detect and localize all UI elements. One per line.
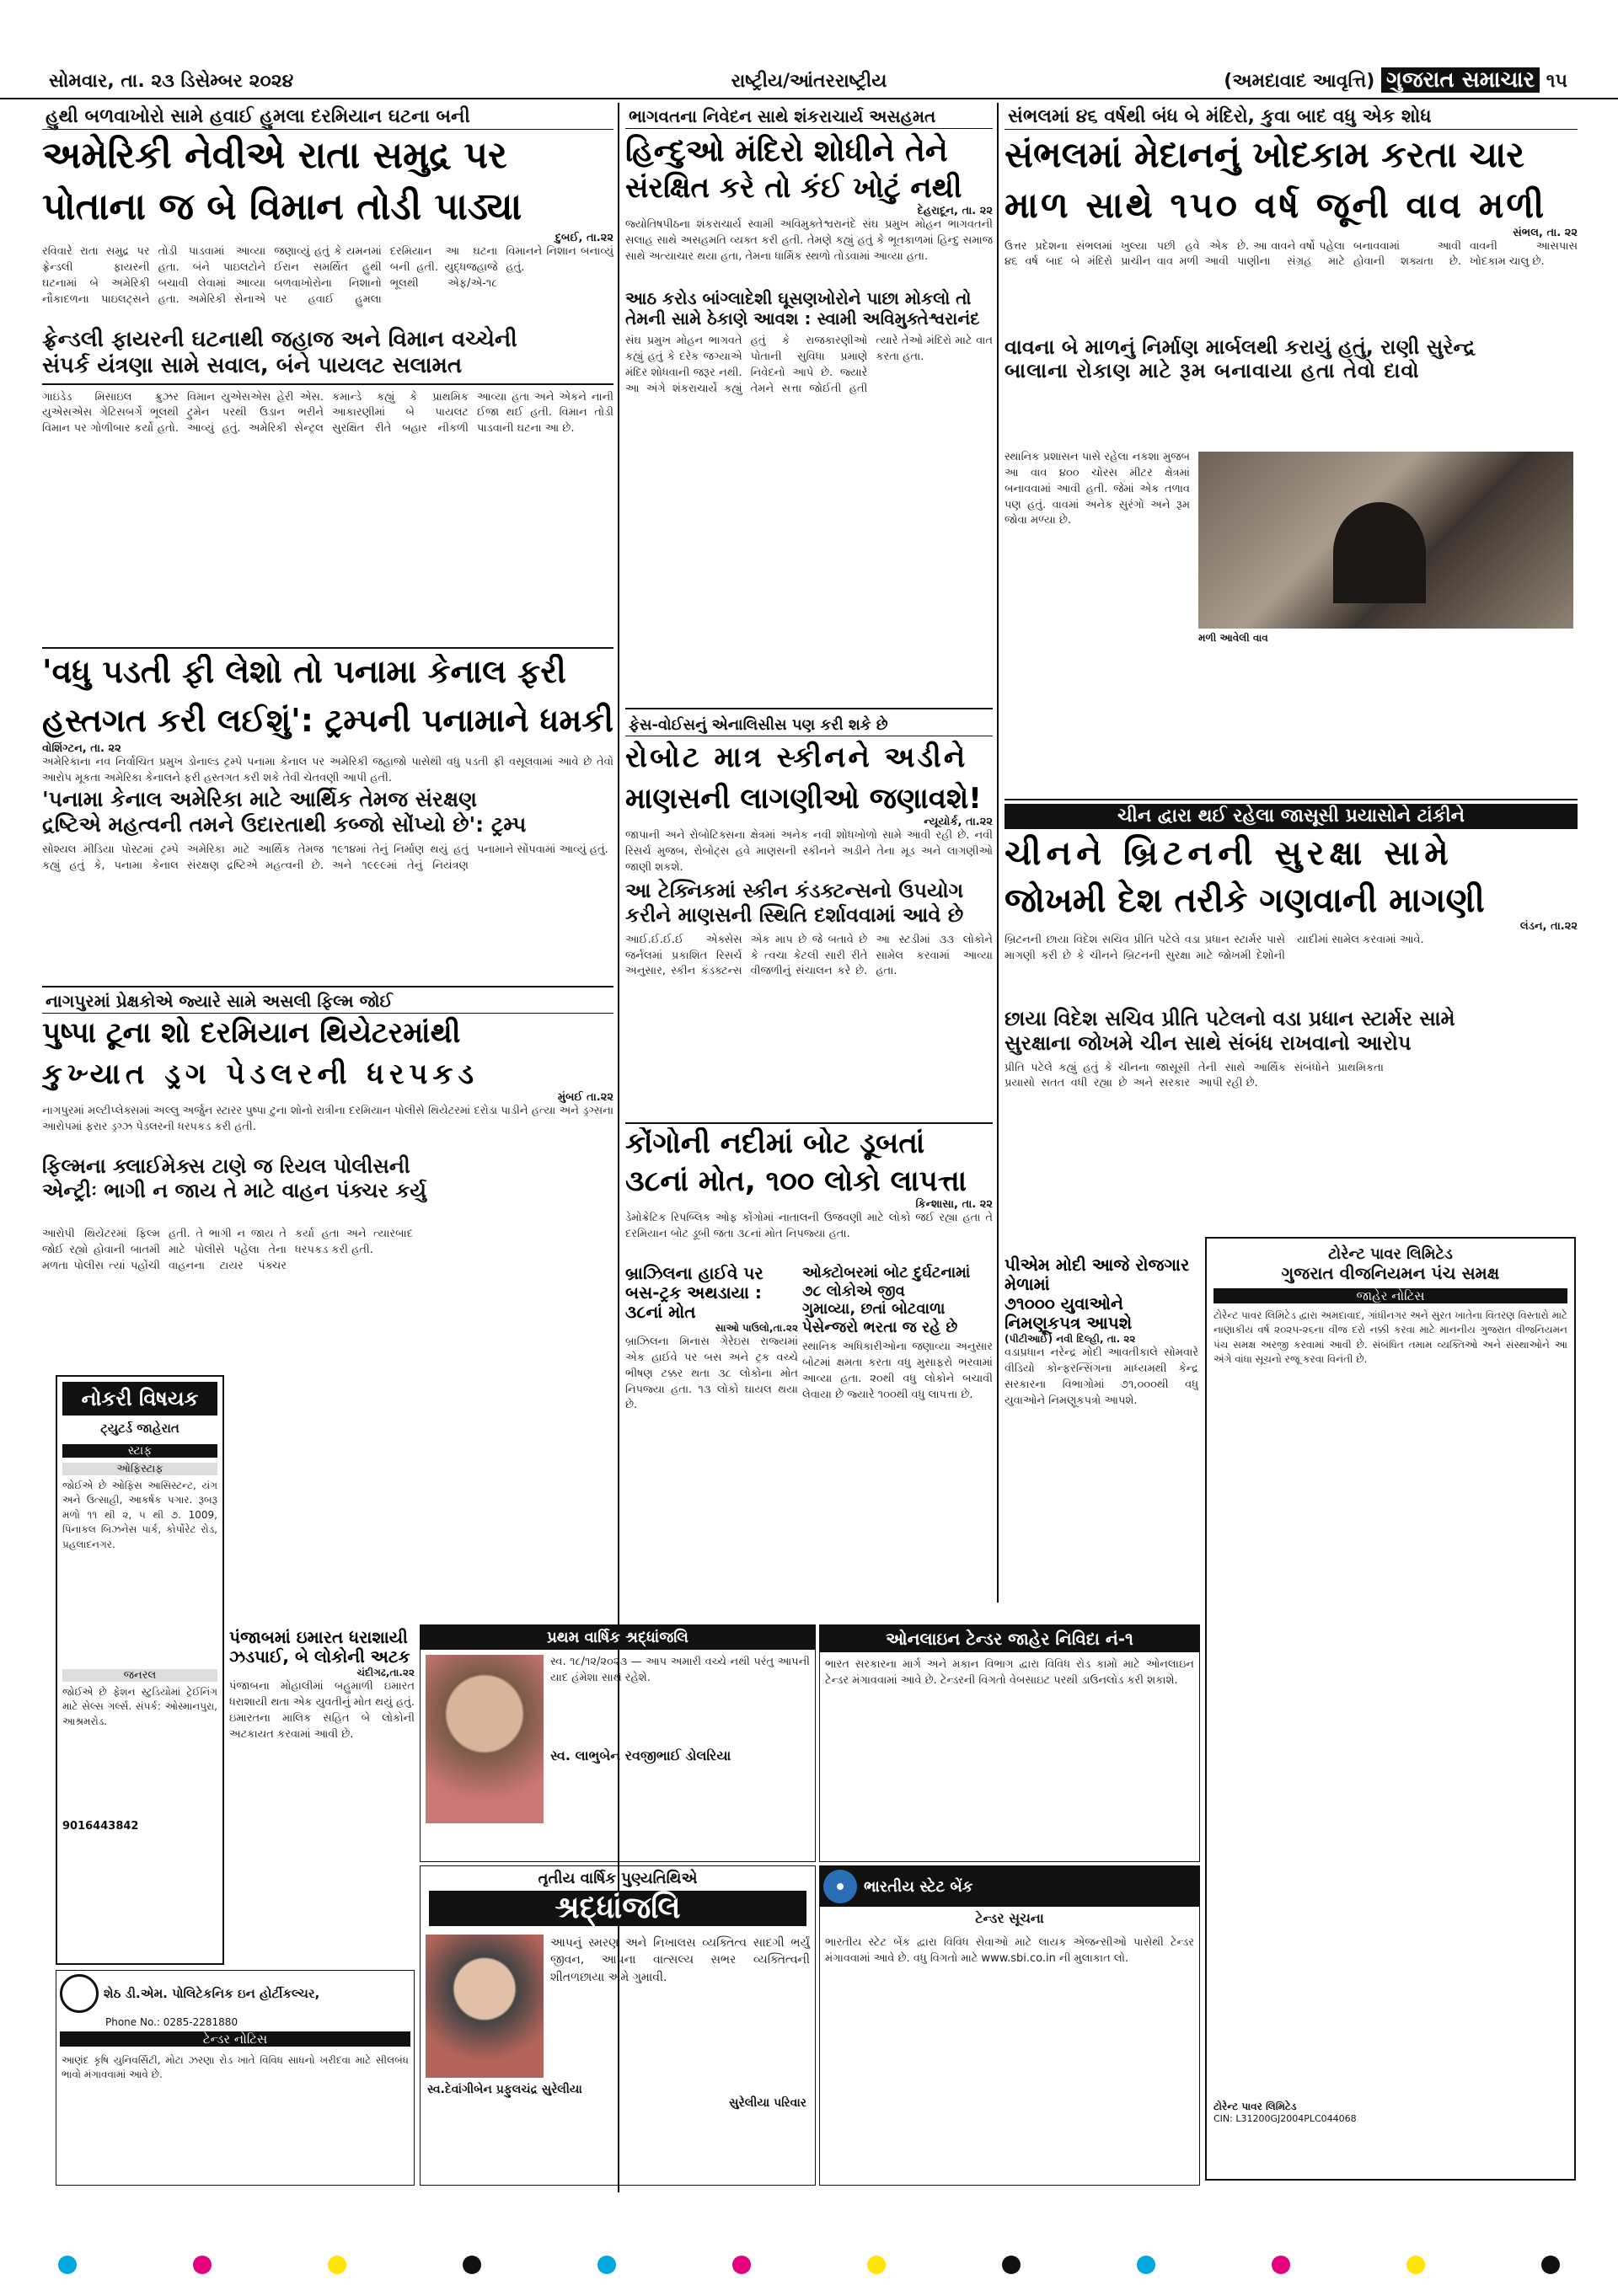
dateline: સંભલ, તા. ૨૨ (1513, 226, 1578, 239)
story-congo-boat (625, 1127, 993, 1254)
subheadline: તેમની સામે ઠેકાણે આવશ : સ્વામી અવિમુક્તેશ્વરાનંદ (625, 308, 980, 329)
sbi-title: ભારતીય સ્ટેટ બેંક (864, 1877, 973, 1896)
story-divider (1005, 799, 1578, 800)
body-text: આઈ.ઈ.ઈ.ઈ એક્સેસ જર્નલમાં પ્રકાશિત રિસર્ચ અનુસાર, સ્કીન કંડક્ટન્સ એક માપ છે જે બતાવે છે કે ત્વચા કેટલી સારી રીતે વીજળીનું સંચાલન કરે છે. આ સ્ટડીમાં ૩૩ લોકોને સામેલ કરવામાં આવ્યા હતા. (625, 933, 993, 978)
headline: ૩૮નાં મોત, ૧૦૦ લોકો લાપત્તા (625, 1164, 967, 1199)
dateline: વોશિંગ્ટન, તા. ૨૨ (42, 742, 121, 756)
magenta-mark (193, 2256, 212, 2274)
body-text: નાગપુરમાં મલ્ટીપ્લેક્સમાં અલ્લુ અર્જુન સ્ટારર પુષ્પા ટુના શોનો રાત્રીના દરમિયાન પોલીસે થિયેટરમાં દરોડા પાડીને હત્યા અને ડ્રગ્સના આરોપમાં ફરાર ડ્રગ્ઝ પેડલરની ધરપકડ કરી હતી. (42, 1105, 613, 1134)
edition: (અમદાવાદ આવૃત્તિ) (1224, 71, 1375, 92)
body-text: રવિવારે રાતા સમુદ્ર પર ફ્રેન્ડલી ફાયરની ઘટનામાં બે અમેરિકી નૌકાદળના પાઇલટ્સને તોડી પાડવામાં આવ્યા હતા. બંને પાઇલટોને બચાવી લેવામાં આવ્યા હતા. અમેરિકી સેનાએ જણાવ્યું હતું કે યમનમાં ઈરાન સમર્થિત હુથી બળવાખોરોના નિશાનો પર હવાઈ હુમલા દરમિયાન આ ઘટના બની હતી. યુદ્ધજહાજે ભૂલથી એફ/એ-૧૮ વિમાનને નિશાન બનાવ્યું હતું. (42, 245, 613, 306)
cyan-mark (58, 2256, 77, 2274)
story-divider (625, 708, 993, 709)
story-sambhal (1005, 104, 1578, 795)
headline: પોતાના જ બે વિમાન તોડી પાડ્યા (42, 185, 522, 228)
torrent-public-notice (1205, 1237, 1576, 2181)
jobs-body: જોઈએ છે ફેશન સ્ટુડિયોમાં ટ્રેઈનિંગ માટે સેલ્સ ગર્લ્સ. સંપર્ક: ઓસ્માનપુરા, આશ્રમરોડ. (62, 1686, 217, 1727)
jobs-subcategory: ઓફિસ્ટાફ (62, 1463, 217, 1475)
body-text: જ્યોતિષપીઠના શંકરાચાર્ય સ્વામી અવિમુક્તેશ્વરાનંદે સંઘ પ્રમુખ મોહન ભાગવતની સલાહ સાથે અસહમતિ વ્યક્ત કરી હતી. તેમણે કહ્યું હતું કે ભૂતકાળમાં હિન્દુ સમાજ સાથે અત્યાચાર થયા હતા, તેમના ધાર્મિક સ્થળો તોડવામાં આવ્યા હતા. (625, 218, 993, 264)
headline: જોખમી દેશ તરીકે ગણવાની માગણી (1005, 881, 1485, 920)
black-mark (463, 2256, 481, 2274)
headline: સંરક્ષિત કરે તો કંઈ ખોટું નથી (625, 171, 962, 206)
dateline: ન્યૂયોર્ક, તા.૨૨ (924, 816, 993, 829)
story-pushpa-arrest (42, 989, 613, 1225)
headline: હસ્તગત કરી લઈશું': ટ્રમ્પની પનામાને ધમકી (42, 701, 613, 739)
yellow-mark (328, 2256, 346, 2274)
jobs-title: નોકરી વિષયક (62, 1382, 217, 1416)
subheadline: છાયા વિદેશ સચિવ પ્રીતિ પટેલનો વડા પ્રધાન સ્ટાર્મર સામે (1005, 1007, 1455, 1030)
kicker: ભાગવતના નિવેદન સાથે શંકરાચાર્ય અસહમત (625, 104, 993, 129)
story-shankaracharya (625, 104, 993, 585)
subheadline: સંપર્ક યંત્રણા સામે સવાલ, બંને પાયલટ સલામત (42, 353, 613, 384)
subheadline: વાવના બે માળનું નિર્માણ માર્બલથી કરાયું હતું, રાણી સુરેન્દ્ર (1005, 334, 1476, 359)
yellow-mark (1406, 2256, 1425, 2274)
subheadline: સુરક્ષાના જોખમે ચીન સાથે સંબંધ રાખવાનો આરોપ (1005, 1030, 1412, 1055)
obituary-photo (426, 1935, 544, 2078)
kicker: નાગપુરમાં પ્રેક્ષકોએ જ્યારે સામે અસલી ફિલ્મ જોઈ (42, 989, 613, 1014)
body-text: પંજાબના મોહાલીમાં બહુમાળી ઇમારત ધરાશાયી થતા એક યુવતીનું મોત થયું હતું. ઇમારતના માલિક સહિત બે લોકોની અટકાયત કરવામાં આવી છે. (229, 1680, 415, 1741)
headline: સંભલમાં મેદાનનું ખોદકામ કરતા ચાર (1005, 134, 1525, 175)
column-divider (997, 103, 999, 1603)
subheadline: ફ્રેન્ડલી ફાયરની ઘટનાથી જહાજ અને વિમાન વચ્ચેની (42, 327, 517, 353)
story-divider (42, 986, 613, 987)
aau-body: આણંદ કૃષિ યુનિવર્સિટી, મોટા ઝરણા રોડ ખાતે વિવિધ સાધનો ખરીદવા માટે સીલબંધ ભાવો મંગાવવામાં આવે છે. (62, 2054, 409, 2081)
page-number: ૧૫ (1546, 71, 1567, 92)
dateline: સાઓ પાઉલો,તા.૨૨ (715, 1322, 798, 1334)
story-modi-jobs (1005, 1255, 1198, 1609)
dateline: દેહરાદૂન, તા. ૨૨ (917, 205, 993, 218)
sbi-body: ભારતીય સ્ટેટ બેંક દ્વારા વિવિધ સેવાઓ માટે લાયક એજન્સીઓ પાસેથી ટેન્ડર મંગાવવામાં આવે છે. વધુ વિગતો માટે www.sbi.co.in ની મુલાકાત લો. (825, 1936, 1194, 1965)
tender-title: ઓનલાઇન ટેન્ડર જાહેર નિવિદા નં-૧ (820, 1625, 1199, 1652)
subheadline: બાલાના રોકાણ માટે રૂમ બનાવાયા હતા તેવો દાવો (1005, 359, 1420, 383)
aau-tender-ad (56, 1970, 415, 2186)
notice-cin: CIN: L31200GJ2004PLC044068 (1214, 2113, 1357, 2124)
magenta-mark (732, 2256, 751, 2274)
story-brazil (625, 1264, 798, 1626)
body-text: સોશ્યલ મીડિયા પોસ્ટમાં ટ્રમ્પે કહ્યું હતું કે, પનામા કેનાલ અમેરિકા માટે આર્થિક તેમજ સંરક્ષણ દ્રષ્ટિએ મહત્વની છે. ૧૯૧૪માં તેનું નિર્માણ થયું હતું અને ૧૯૯૯માં તેનું નિયંત્રણ પનામાને સોંપવામાં આવ્યું હતું. (42, 843, 608, 873)
body-text: પ્રીતિ પટેલે કહ્યું હતું કે ચીનના જાસૂસી પ્રયાસો સતત વધી રહ્યા છે અને સરકાર તેની સાથે આર્થિક સંબંધોને પ્રાથમિકતા આપી રહી છે. (1005, 1061, 1384, 1090)
dateline: ચંદીગઢ,તા.૨૨ (356, 1667, 415, 1678)
headline: ઝડપાઈ, બે લોકોની અટક (229, 1646, 410, 1667)
headline: કુખ્યાત ડ્રગ પેડલરની ધરપકડ (42, 1057, 480, 1092)
subheadline: ઓક્ટોબરમાં બોટ દુર્ઘટનામાં ૭૮ લોકોએ જીવ (802, 1264, 971, 1300)
obituary-body: સ્વ. ૧૮/૧૨/૨૦૨૩ — આપ અમારી વચ્ચે નથી પરંતુ આપની યાદ હંમેશા સાથે રહેશે. (550, 1656, 810, 1684)
headline: પંજાબમાં ઇમારત ધરાશાયી (229, 1628, 408, 1647)
sbi-logo-icon (823, 1870, 857, 1903)
aau-logo-icon (60, 1974, 99, 2013)
masthead (1224, 67, 1567, 94)
kicker: હુથી બળવાખોરો સામે હવાઈ હુમલા દરમિયાન ઘટના બની (42, 104, 613, 130)
subheadline: ફિલ્મના ક્લાઈમેક્સ ટાણે જ રિયલ પોલીસની (42, 1154, 410, 1179)
body-text: ઉત્તર પ્રદેશના સંભલમાં ૪૬ વર્ષ બાદ બે મંદિરો ખુલ્યા પછી હવે એક પ્રાચીન વાવ મળી આવી છે. આ વાવને વર્ષો પહેલા પાણીના સંગ્રહ માટે બનાવવામાં આવી હોવાની શક્યતા છે. વાવની આસપાસ ખોદકામ ચાલુ છે. (1005, 239, 1578, 269)
dateline: (પીટીઆઈ) નવી દિલ્હી, તા. ૨૨ (1005, 1333, 1136, 1345)
aau-subtitle: ટેન્ડર નોટિસ (60, 2031, 410, 2047)
notice-body: ટોરેન્ટ પાવર લિમિટેડ દ્વારા અમદાવાદ, ગાંધીનગર અને સુરત ખાતેના વિતરણ વિસ્તારો માટે નાણાકીય વર્ષ ૨૦૨૫-૨૬ના વીજ દરો નક્કી કરવા માટે માનનીય ગુજરાત વીજનિયમન પંચ સમક્ષ અરજી કરવામાં આવી છે. સંબંધિત તમામ વ્યક્તિઓ અને સંસ્થાઓને આ અંગે વાંધા સૂચનો રજૂ કરવા વિનંતી છે. (1214, 1309, 1567, 1366)
story-punjab (229, 1628, 415, 1914)
obituary-family: સુરેલીયા પરિવાર (729, 2096, 806, 2110)
dateline: લંડન, તા.૨૨ (1519, 920, 1578, 933)
subheadline: 'પનામા કેનાલ અમેરિકા માટે આર્થિક તેમજ સંરક્ષણ (42, 787, 477, 812)
headline: અમેરિકી નેવીએ રાતા સમુદ્ર પર (42, 134, 507, 177)
obituary-ad-1 (420, 1624, 816, 1862)
paper-name: ગુજરાત સમાચાર (1381, 67, 1540, 93)
headline: 'વધુ પડતી ફી લેશો તો પનામા કેનાલ ફરી (42, 654, 566, 690)
jobs-subcategory: જનરલ (62, 1669, 217, 1682)
story-china-britain (1005, 804, 1578, 1250)
black-mark (1541, 2256, 1560, 2274)
jobs-body: જોઈએ છે ઓફિસ આસિસ્ટન્ટ, યંગ અને ઉત્સાહી, આકર્ષક પગાર. રૂબરૂ મળો ૧૧ થી ૨, ૫ થી ૭. 1009, પિનાકલ બિઝનેસ પાર્ક, કોર્પોરેટ રોડ, પ્રહલાદનગર. (62, 1480, 217, 1550)
obituary-name: સ્વ.દેવાંગીબેન પ્રફુલચંદ્ર સુરેલીયા (427, 2083, 582, 2096)
body-text: ડેમોક્રેટિક રિપબ્લિક ઓફ કોંગોમાં નાતાલની ઉજવણી માટે લોકો જઈ રહ્યા હતા તે દરમિયાન બોટ ડૂબી જતા ૩૮નાં મોત નિપજ્યા હતા. (625, 1212, 993, 1241)
headline: બ્રાઝિલના હાઈવે પર બસ-ટ્રક અથડાયા : ૩૮નાં મોત (625, 1264, 763, 1322)
print-registration-marks (0, 2252, 1618, 2277)
notice-subtitle: જાહેર નોટિસ (1214, 1288, 1567, 1303)
notice-title: ગુજરાત વીજનિયમન પંચ સમક્ષ (1281, 1263, 1500, 1283)
headline: હિન્દુઓ મંદિરો શોધીને તેને (625, 134, 948, 169)
body-text: સ્થાનિક પ્રશાસન પાસે રહેલા નકશા મુજબ આ વાવ ૪૦૦ ચોરસ મીટર ક્ષેત્રમાં બનાવવામાં આવી હતી. જેમાં એક તળાવ પણ હતું. વાવમાં અનેક સુરંગો અને રૂમ જોવા મળ્યા છે. (1005, 451, 1190, 527)
notice-footer-name: ટોરેન્ટ પાવર લિમિટેડ (1214, 2101, 1297, 2112)
body-text: વડાપ્રધાન નરેન્દ્ર મોદી આવતીકાલે સોમવારે વીડિયો કોન્ફરન્સિંગના માધ્યમથી કેન્દ્ર સરકારના વિભાગોમાં ૭૧,૦૦૦થી વધુ યુવાઓને નિમણૂકપત્રો આપશે. (1005, 1346, 1198, 1407)
dateline: કિન્શાસા, તા. ૨૨ (915, 1198, 993, 1212)
story-us-navy (42, 104, 613, 644)
dateline: દુબઈ, તા.૨૨ (555, 232, 613, 245)
issue-date: સોમવાર, તા. ૨૩ ડિસેમ્બર ૨૦૨૪ (49, 71, 294, 92)
obituary-name: સ્વ. લાભુબેન રવજીભાઈ ડોલરિયા (550, 1747, 731, 1763)
page-header (0, 66, 1618, 99)
body-text: જાપાની અને રોબોટિક્સના ક્ષેત્રમાં અનેક નવી શોધખોળો સામે આવી રહી છે. નવી રિસર્ચ મુજબ, રોબોટ્સ હવે માણસની સ્કીનને અડીને તેના મૂડ અને લાગણીઓ જાણી શકશે. (625, 829, 993, 874)
body-text: આરોપી થિયેટરમાં ફિલ્મ જોઈ રહ્યો હોવાની બાતમી મળતા પોલીસ ત્યાં પહોંચી હતી. તે ભાગી ન જાય તે માટે પોલીસે પહેલા તેના વાહનના ટાયર પંક્ચર કર્યા હતા અને ત્યારબાદ ધરપકડ કરી હતી. (42, 1228, 413, 1272)
story-divider (625, 1122, 993, 1124)
body-text: બ્રાઝિલના મિનાસ ગેરેઇસ રાજ્યમાં એક હાઈવે પર બસ અને ટ્રક વચ્ચે ભીષણ ટક્કર થતા ૩૮ લોકોના મોત નિપજ્યા હતા. ૧૩ લોકો ઘાયલ થયા છે. (625, 1335, 798, 1412)
subheadline: એન્ટ્રીઃ ભાગી ન જાય તે માટે વાહન પંક્ચર કર્યુ (42, 1178, 426, 1202)
kicker: ચીન દ્વારા થઈ રહેલા જાસૂસી પ્રયાસોને ટાંકીને (1005, 804, 1578, 829)
jobs-subtitle: ટ્યુટર્ડ જાહેરાત (100, 1421, 179, 1436)
headline: માણસની લાગણીઓ જણાવશે! (625, 782, 982, 816)
jobs-classifieds (56, 1375, 224, 1965)
body-text: સ્થાનિક અધિકારીઓના જણાવ્યા અનુસાર બોટમાં ક્ષમતા કરતા વધુ મુસાફરો ભરવામાં આવ્યા હતા. ૨૦થી વધુ લોકોને બચાવી લેવાયા છે જ્યારે ૧૦૦થી વધુ લાપત્તા છે. (802, 1341, 993, 1401)
kicker: સંભલમાં ૪૬ વર્ષથી બંધ બે મંદિરો, કુવા બાદ વધુ એક શોધ (1005, 104, 1578, 130)
headline: કોંગોની નદીમાં બોટ ડૂબતાં (625, 1127, 925, 1160)
aau-phone: Phone No.: 0285-2281880 (105, 2016, 238, 2028)
dateline: મુંબઈ તા.૨૨ (557, 1091, 613, 1105)
cyan-mark (1137, 2256, 1155, 2274)
story-divider (42, 647, 613, 649)
story-congo-followup (802, 1264, 993, 1626)
notice-company: ટોરેન્ટ પાવર લિમિટેડ (1328, 1245, 1453, 1263)
headline: રોબોટ માત્ર સ્કીનને અડીને (625, 741, 968, 774)
subheadline: કરીને માણસની સ્થિતિ દર્શાવવામાં આવે છે (625, 902, 964, 927)
obituary-title: પ્રથમ વાર્ષિક શ્રદ્ધાંજલિ (421, 1625, 815, 1650)
body-text: બ્રિટનની છાયા વિદેશ સચિવ પ્રીતિ પટેલે વડા પ્રધાન સ્ટાર્મર પાસે માગણી કરી છે કે ચીનને બ્રિટનની સુરક્ષા માટે જોખમી દેશોની યાદીમાં સામેલ કરવામાં આવે. (1005, 934, 1424, 962)
online-tender-ad (819, 1624, 1200, 1862)
magenta-mark (1272, 2256, 1290, 2274)
sbi-tender-ad (819, 1865, 1200, 2186)
subheadline: ગુમાવ્યા, છતાં બોટવાળા પેસેન્જરો ભરતા જ રહે છે (802, 1300, 958, 1336)
jobs-phone: 9016443842 (62, 1820, 139, 1833)
stepwell-photo (1198, 452, 1573, 629)
obituary-photo (426, 1655, 544, 1823)
obituary-ad-2 (420, 1865, 816, 2186)
obituary-body: આપનું સ્મરણ અને નિખાલસ વ્યક્તિત્વ સાદગી ભર્યું જીવન, આપના વાત્સલ્ય સભર વ્યક્તિત્વની શીતળછાયા અમે ગુમાવી. (550, 1936, 810, 1984)
obituary-heading: શ્રદ્ધાંજલિ (429, 1891, 806, 1926)
subheadline: આ ટેક્નિકમાં સ્કીન કંડક્ટન્સનો ઉપયોગ (625, 879, 964, 903)
story-robot (625, 714, 993, 1119)
photo-arch (1333, 502, 1426, 603)
headline: ૭૧૦૦૦ યુવાઓને નિમણૂકપત્ર આપશે (1005, 1293, 1133, 1333)
sbi-subtitle: ટેન્ડર સૂચના (975, 1910, 1044, 1926)
jobs-category: સ્ટાફ (62, 1444, 217, 1458)
aau-title: શેઠ ડી.એમ. પોલિટેકનિક ઇન હોર્ટીકલ્ચર, (104, 1986, 320, 2001)
obituary-title: તૃતીય વાર્ષિક પુણ્યતિથિએ (538, 1870, 698, 1887)
black-mark (1002, 2256, 1021, 2274)
body-text: ગાઇડેડ મિસાઇલ ક્રુઝર યુએસએસ ગેટિસબર્ગે ભૂલથી વિમાન પર ગોળીબાર કર્યો હતો. વિમાન યુએસએસ હેરી એસ. ટ્રુમેન પરથી ઉડાન ભરીને આવ્યું હતું. અમેરિકી સેન્ટ્રલ કમાન્ડે કહ્યું કે પ્રાથમિક આકારણીમાં બે પાયલટ સુરક્ષિત રીતે બહાર નીકળી આવ્યા હતા અને એકને નાની ઈજા થઈ હતી. વિમાન તોડી પાડવાની ઘટના આ છે. (42, 390, 613, 436)
yellow-mark (867, 2256, 886, 2274)
body-text: અમેરિકાના નવ નિર્વાચિત પ્રમુખ ડોનાલ્ડ ટ્રમ્પે પનામા કેનાલ પર અમેરિકી જહાજો પાસેથી વધુ પડતી ફી વસૂલવામાં આવે છે તેવો આરોપ મૂકતા અમેરિકા કેનાલને ફરી હસ્તગત કરી શકે તેવી ચેતવણી આપી હતી. (42, 756, 613, 785)
headline: માળ સાથે ૧૫૦ વર્ષ જૂની વાવ મળી (1005, 185, 1547, 227)
section-title: રાષ્ટ્રીય/આંતરરાષ્ટ્રીય (731, 71, 887, 92)
subheadline: આઠ કરોડ બાંગ્લાદેશી ઘૂસણખોરોને પાછા મોકલો તો (625, 288, 972, 309)
subheadline: દ્રષ્ટિએ મહત્વની તમને ઉદારતાથી કબ્જો સોંપ્યો છે': ટ્રમ્પ (42, 812, 527, 838)
photo-caption: મળી આવેલી વાવ (1198, 632, 1268, 644)
headline: પુષ્પા ટૂના શો દરમિયાન થિયેટરમાંથી (42, 1016, 461, 1050)
cyan-mark (597, 2256, 616, 2274)
tender-body: ભારત સરકારના માર્ગ અને મકાન વિભાગ દ્વારા વિવિધ રોડ કામો માટે ઓનલાઇન ટેન્ડર મંગાવવામાં આવે છે. ટેન્ડરની વિગતો વેબસાઇટ પરથી ડાઉનલોડ કરી શકાશે. (825, 1658, 1194, 1687)
kicker: ફેસ-વોઈસનું એનાલિસીસ પણ કરી શકે છે (625, 714, 993, 736)
headline: પીએમ મોદી આજે રોજગાર મેળામાં (1005, 1255, 1190, 1294)
story-trump-panama (42, 654, 613, 982)
headline: ચીનને બ્રિટનની સુરક્ષા સામે (1005, 834, 1454, 873)
body-text: સંઘ પ્રમુખ મોહન ભાગવતે કહ્યું હતું કે દરેક જગ્યાએ મંદિર શોધવાની જરૂર નથી. આ અંગે શંકરાચાર્યે કહ્યું હતું કે રાજકારણીઓ પોતાની સુવિધા પ્રમાણે નિવેદનો આપે છે. જ્યારે તેમને સત્તા જોઈતી હતી ત્યારે તેઓ મંદિરો માટે વાત કરતા હતા. (625, 334, 993, 396)
